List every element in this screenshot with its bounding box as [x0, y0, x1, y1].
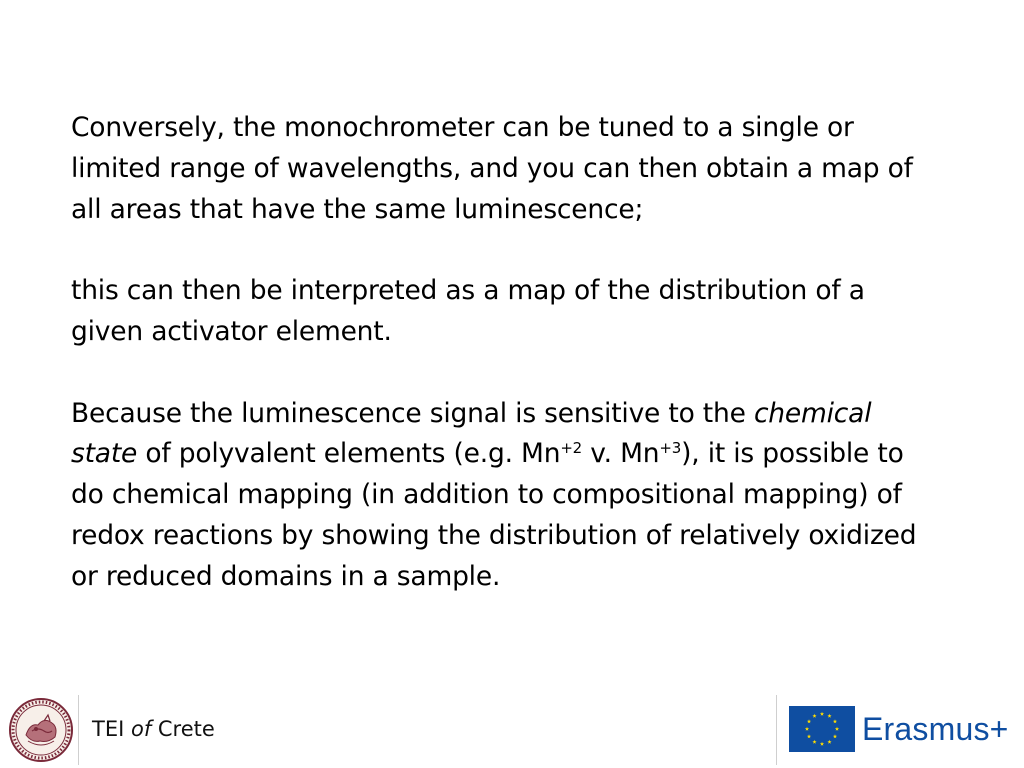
paragraph-gap: [71, 230, 971, 271]
paragraph-1-line-2: limited range of wavelengths, and you can then obtain a map of: [71, 152, 913, 184]
footer-divider: [78, 695, 79, 765]
eu-flag-icon: [789, 706, 855, 752]
slide-body: [71, 108, 971, 598]
institution-name: [92, 717, 215, 741]
paragraph-3-text: ), it is possible to: [681, 438, 904, 470]
paragraph-3-text: of polyvalent elements (e.g. Mn: [137, 438, 561, 470]
institution-prefix: TEI: [92, 717, 131, 741]
paragraph-3-text: v. Mn: [582, 438, 660, 470]
paragraph-3-line-4: redox reactions by showing the distribution of relatively oxidized: [71, 519, 917, 551]
institution-suffix: Crete: [151, 717, 215, 741]
paragraph-2-line-2: given activator element.: [71, 315, 392, 347]
paragraph-3-line-3: do chemical mapping (in addition to compositional mapping) of: [71, 479, 902, 511]
paragraph-3-text: Because the luminescence signal is sensitive to the: [71, 397, 754, 429]
paragraph-1-line-1: Conversely, the monochrometer can be tuned to a single or: [71, 112, 854, 143]
footer-divider: [776, 695, 777, 765]
institution-italic: of: [130, 717, 152, 741]
paragraph-2-line-1: this can then be interpreted as a map of the distribution of a: [71, 275, 865, 307]
superscript-plus-2: +2: [560, 439, 583, 458]
superscript-plus-3: +3: [659, 439, 682, 458]
italic-term-state: state: [71, 438, 138, 470]
italic-term-chemical: chemical: [753, 397, 872, 429]
paragraph-3-line-5: or reduced domains in a sample.: [71, 560, 501, 592]
tei-crete-seal-logo: [8, 697, 74, 763]
paragraph-1-line-3: all areas that have the same luminescence;: [71, 193, 644, 225]
paragraph-3-line-2: [71, 434, 971, 475]
paragraph-3-line-1: [71, 394, 971, 435]
erasmus-plus-logo-text: Erasmus+: [862, 711, 1009, 747]
paragraph-gap: [71, 353, 971, 394]
